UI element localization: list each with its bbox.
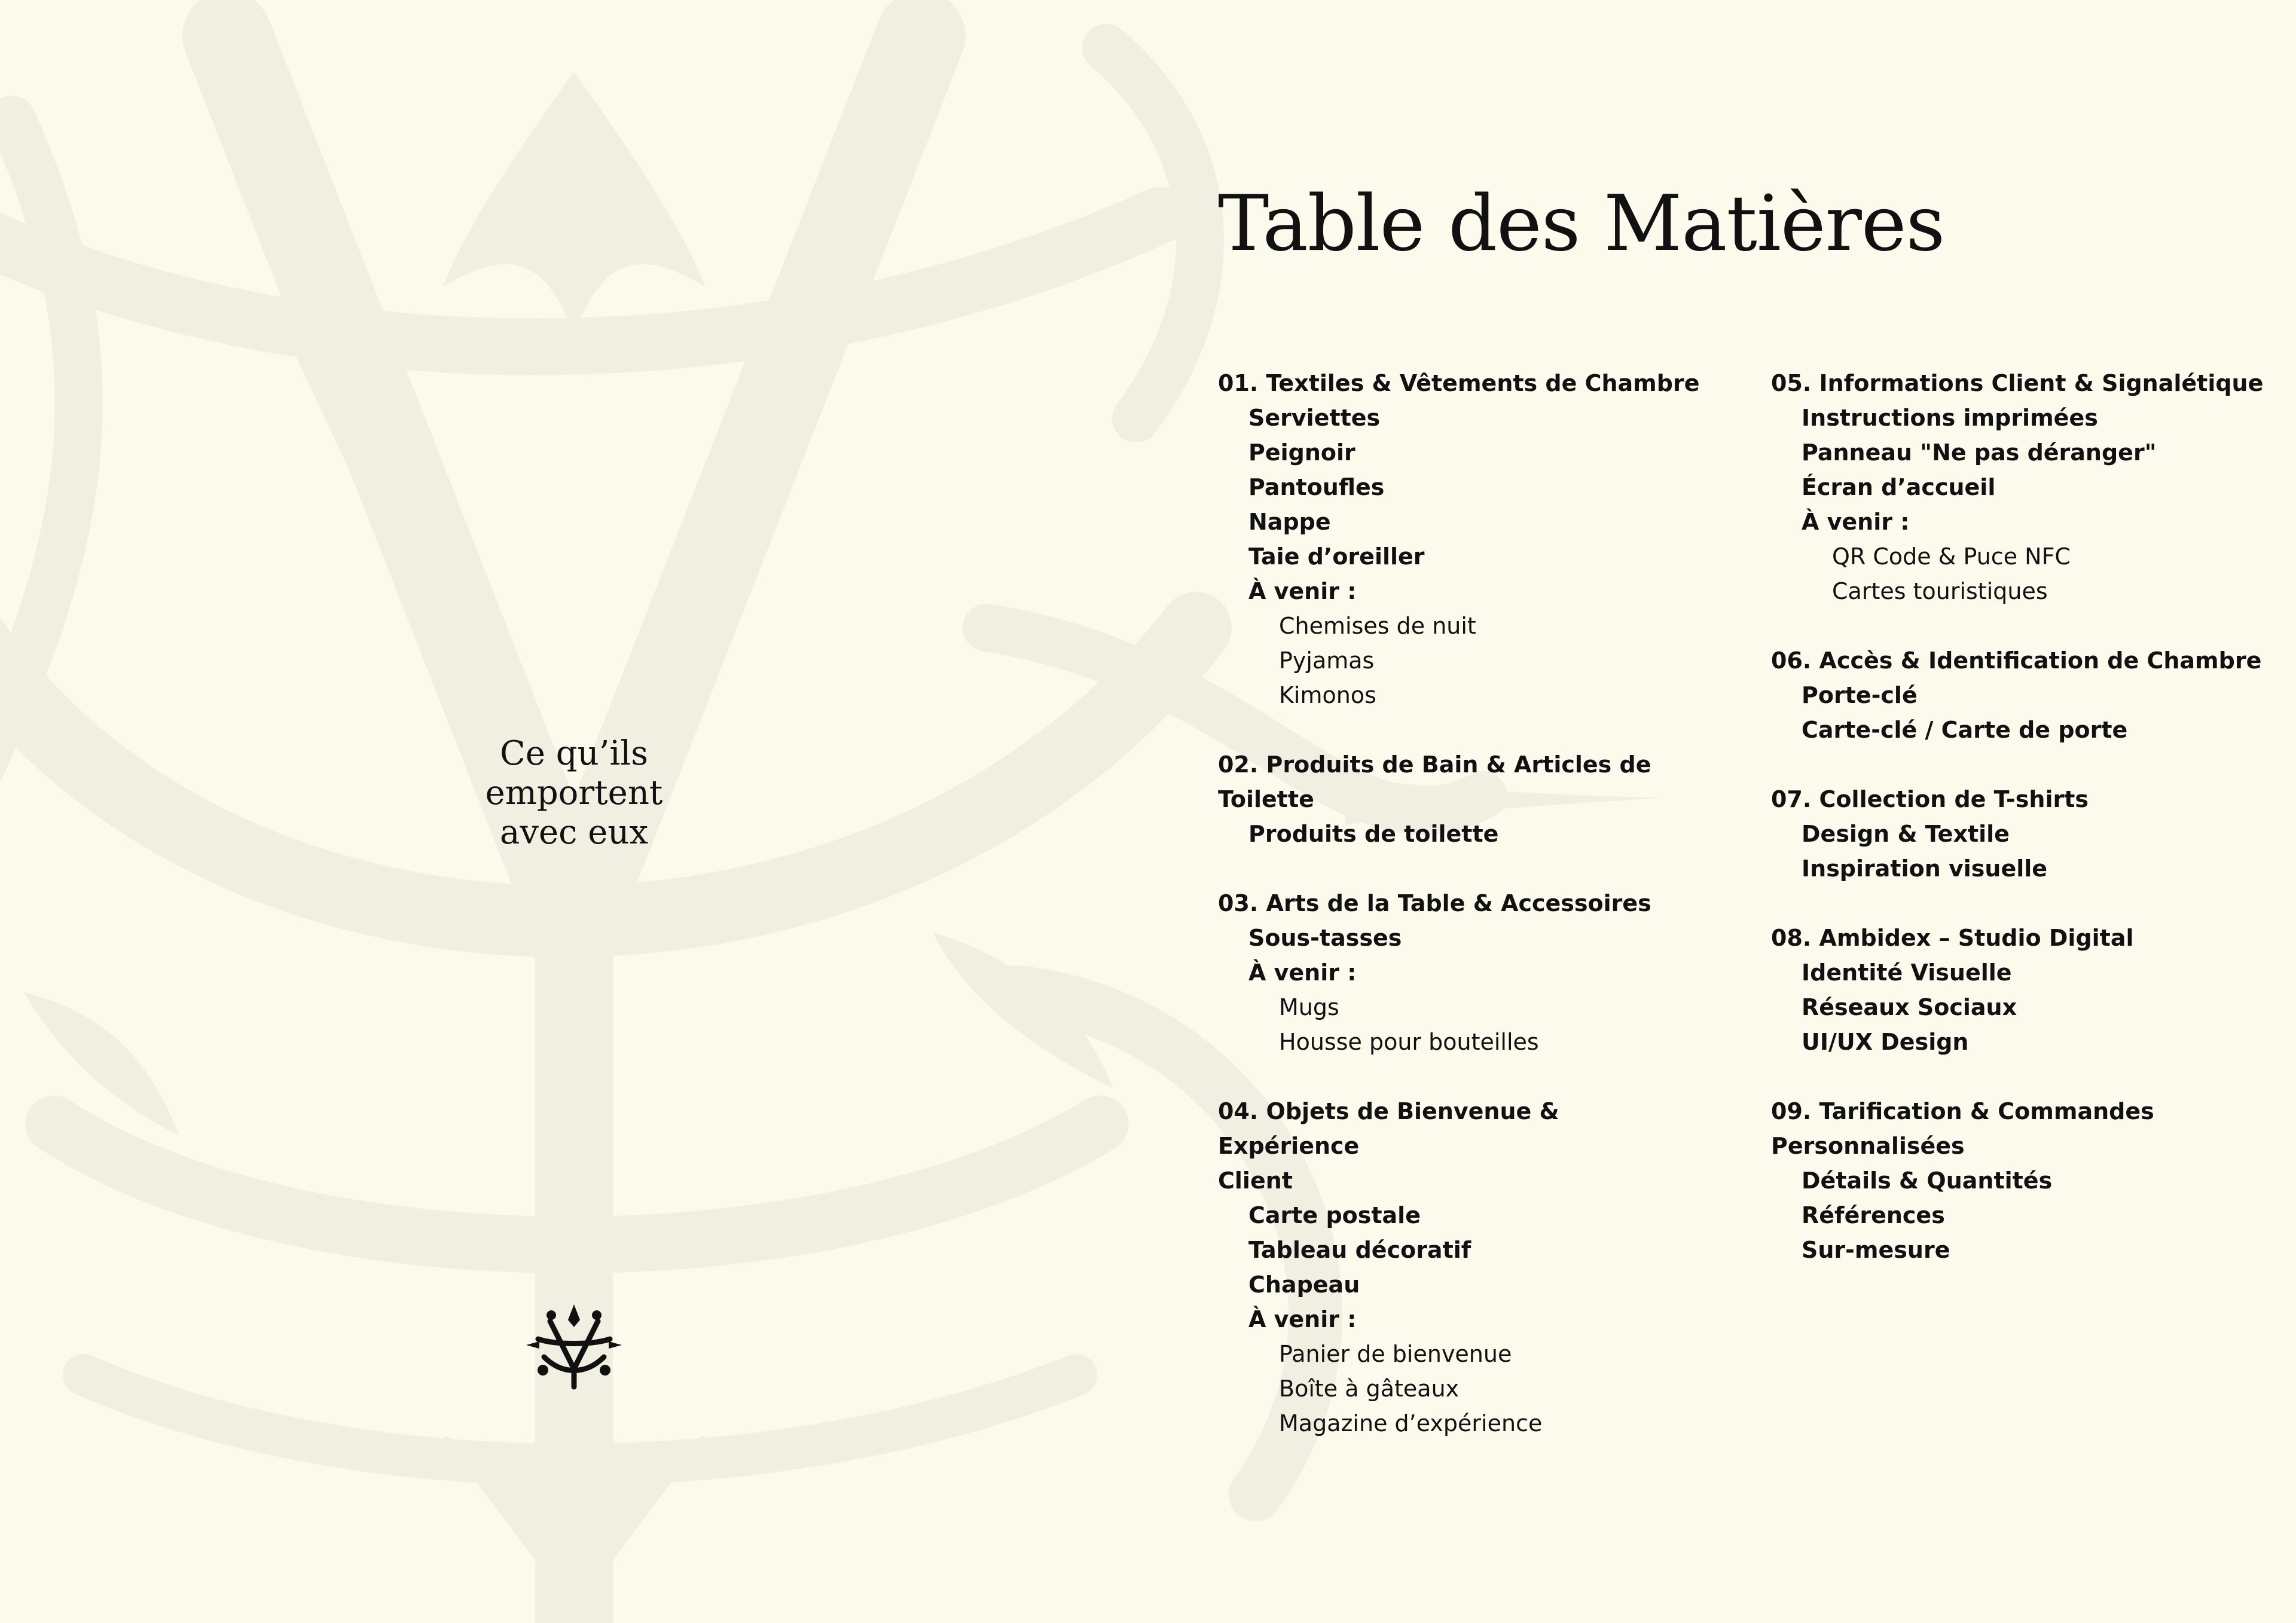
toc-section-01 xyxy=(1218,366,1708,713)
toc-item: Sous-tasses xyxy=(1248,925,1402,951)
section-title: 01. Textiles & Vêtements de Chambre xyxy=(1218,370,1700,396)
section-title: 09. Tarification & Commandes xyxy=(1771,1098,2154,1124)
section-title: 06. Accès & Identification de Chambre xyxy=(1771,647,2262,674)
page-title: Table des Matières xyxy=(1218,179,1945,268)
upcoming-label: À venir : xyxy=(1248,1306,1357,1332)
upcoming-item: Chemises de nuit xyxy=(1279,613,1476,639)
tagline-line: avec eux xyxy=(499,813,649,852)
toc-item: Serviettes xyxy=(1248,405,1381,431)
toc-section-05 xyxy=(1771,366,2285,609)
toc-item: Références xyxy=(1802,1202,1945,1228)
toc-item: Détails & Quantités xyxy=(1802,1167,2053,1194)
toc-item: Carte postale xyxy=(1248,1202,1421,1228)
toc-item: Tableau décoratif xyxy=(1248,1237,1471,1263)
tagline-line: emportent xyxy=(485,774,663,812)
toc-item: Chapeau xyxy=(1248,1271,1360,1298)
toc-section-08 xyxy=(1771,921,2285,1059)
upcoming-label: À venir : xyxy=(1248,578,1357,604)
toc-column-left xyxy=(1218,366,1708,1475)
toc-item: Écran d’accueil xyxy=(1802,474,1996,500)
toc-item: Taie d’oreiller xyxy=(1248,543,1425,570)
toc-item: Identité Visuelle xyxy=(1802,959,2012,986)
toc-item: Instructions imprimées xyxy=(1802,405,2098,431)
toc-item: Pantoufles xyxy=(1248,474,1385,500)
toc-item: Nappe xyxy=(1248,509,1331,535)
toc-item: Porte-clé xyxy=(1802,682,1918,708)
toc-item: UI/UX Design xyxy=(1802,1029,1969,1055)
toc-item: Réseaux Sociaux xyxy=(1802,994,2017,1020)
upcoming-item: Magazine d’expérience xyxy=(1279,1410,1543,1436)
toc-item: Peignoir xyxy=(1248,439,1355,466)
toc-item: Sur-mesure xyxy=(1802,1237,1950,1263)
upcoming-item: Mugs xyxy=(1279,994,1339,1020)
section-title: 07. Collection de T-shirts xyxy=(1771,786,2089,812)
toc-section-02 xyxy=(1218,747,1708,851)
toc-section-04 xyxy=(1218,1094,1708,1441)
toc-item: Panneau "Ne pas déranger" xyxy=(1802,439,2157,466)
toc-section-06 xyxy=(1771,643,2285,747)
section-title: 02. Produits de Bain & Articles de xyxy=(1218,751,1651,778)
toc-item: Inspiration visuelle xyxy=(1802,855,2048,882)
toc-item: Design & Textile xyxy=(1802,821,2010,847)
upcoming-label: À venir : xyxy=(1802,509,1910,535)
section-title: 05. Informations Client & Signalétique xyxy=(1771,370,2264,396)
upcoming-item: Kimonos xyxy=(1279,682,1376,708)
section-title-continued: Toilette xyxy=(1218,786,1314,812)
section-title: 03. Arts de la Table & Accessoires xyxy=(1218,890,1651,916)
upcoming-item: Housse pour bouteilles xyxy=(1279,1029,1539,1055)
toc-section-09 xyxy=(1771,1094,2285,1267)
toc-item: Produits de toilette xyxy=(1248,821,1499,847)
cover-tagline xyxy=(454,734,694,852)
section-title-continued: Personnalisées xyxy=(1771,1133,1965,1159)
section-title: 04. Objets de Bienvenue & Expérience xyxy=(1218,1098,1559,1159)
upcoming-label: À venir : xyxy=(1248,959,1357,986)
monogram-logo-icon xyxy=(526,1297,622,1393)
toc-section-03 xyxy=(1218,886,1708,1059)
upcoming-item: Boîte à gâteaux xyxy=(1279,1376,1460,1402)
section-title-continued: Client xyxy=(1218,1167,1293,1194)
toc-column-right xyxy=(1771,366,2285,1302)
section-title: 08. Ambidex – Studio Digital xyxy=(1771,925,2134,951)
upcoming-item: Pyjamas xyxy=(1279,647,1375,674)
tagline-line: Ce qu’ils xyxy=(499,734,649,773)
upcoming-item: Panier de bienvenue xyxy=(1279,1341,1512,1367)
upcoming-item: Cartes touristiques xyxy=(1832,578,2048,604)
toc-section-07 xyxy=(1771,782,2285,886)
toc-item: Carte-clé / Carte de porte xyxy=(1802,717,2128,743)
upcoming-item: QR Code & Puce NFC xyxy=(1832,543,2071,570)
